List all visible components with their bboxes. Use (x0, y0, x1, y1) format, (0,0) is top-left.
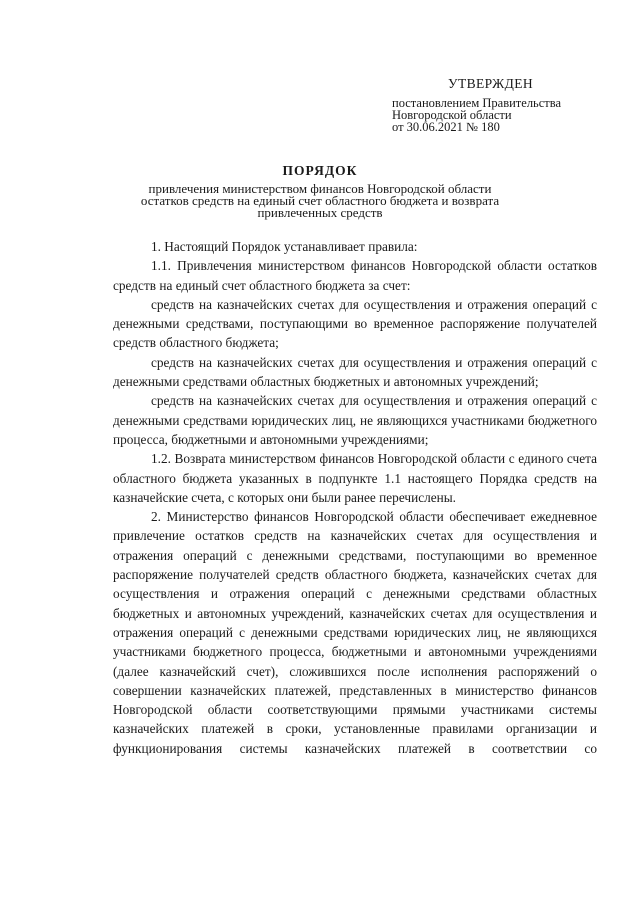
paragraph: 1.1. Привлечения министерством финансов Новгородской области остатков средств на единый счет областного бюджета за счет: (113, 258, 597, 293)
paragraph: средств на казначейских счетах для осуществления и отражения операций с денежными средствами, поступающими во временное распоряжение получателей средств областного бюджета; (113, 296, 597, 351)
subtitle-line: привлеченных средств (257, 205, 383, 220)
approval-stamp (392, 78, 612, 133)
approval-line: постановлением Правительства (392, 96, 562, 110)
subtitle-line: привлечения министерством финансов Новгородской области (148, 181, 492, 196)
subtitle-line: остатков средств на единый счет областного бюджета и возврата (140, 193, 500, 208)
paragraph: средств на казначейских счетах для осуществления и отражения операций с денежными средствами юридических лиц, не являющихся участниками бюджетного процесса, бюджетными и автономными учреждениями; (113, 393, 597, 447)
document-subtitle (120, 183, 520, 219)
paragraph: 1.2. Возврата министерством финансов Новгородской области с единого счета областного бюджета указанных в подпункте 1.1 настоящего Порядка средств на казначейские счета, с которых они были ранее перечислены. (113, 451, 597, 505)
paragraph: 1. Настоящий Порядок устанавливает правила: (151, 239, 418, 254)
approval-line: Новгородской области (392, 108, 512, 122)
approval-title: УТВЕРЖДЕН (448, 76, 533, 91)
document-body (113, 237, 597, 758)
approval-line: от 30.06.2021 № 180 (392, 120, 500, 134)
document-title: ПОРЯДОК (282, 163, 358, 178)
paragraph: средств на казначейских счетах для осуществления и отражения операций с денежными средствами областных бюджетных и автономных учреждений; (113, 354, 597, 390)
paragraph: 2. Министерство финансов Новгородской области обеспечивает ежедневное привлечение остатков средств на казначейских счетах для осуществления и отражения операций с денежными средствами, поступающими во временное распоряжение получателей средств областного бюджета, казначейских счетах для осуществления и отражения операций с денежными средствами областных бюджетных и автономных учреждений, казначейских счетах для осуществления и отражения операций с денежными средствами юридических лиц, не являющихся участниками бюджетного процесса, бюджетными и автономными учреждениями (далее казначейский счет), сложившихся после исполнения распоряжений о совершении казначейских платежей, представленных в министерство финансов Новгородской области соответствующими прямыми участниками системы казначейских платежей в сроки, установленные правилами организации и функционирования системы казначейских платежей в соответствии со (113, 509, 597, 756)
